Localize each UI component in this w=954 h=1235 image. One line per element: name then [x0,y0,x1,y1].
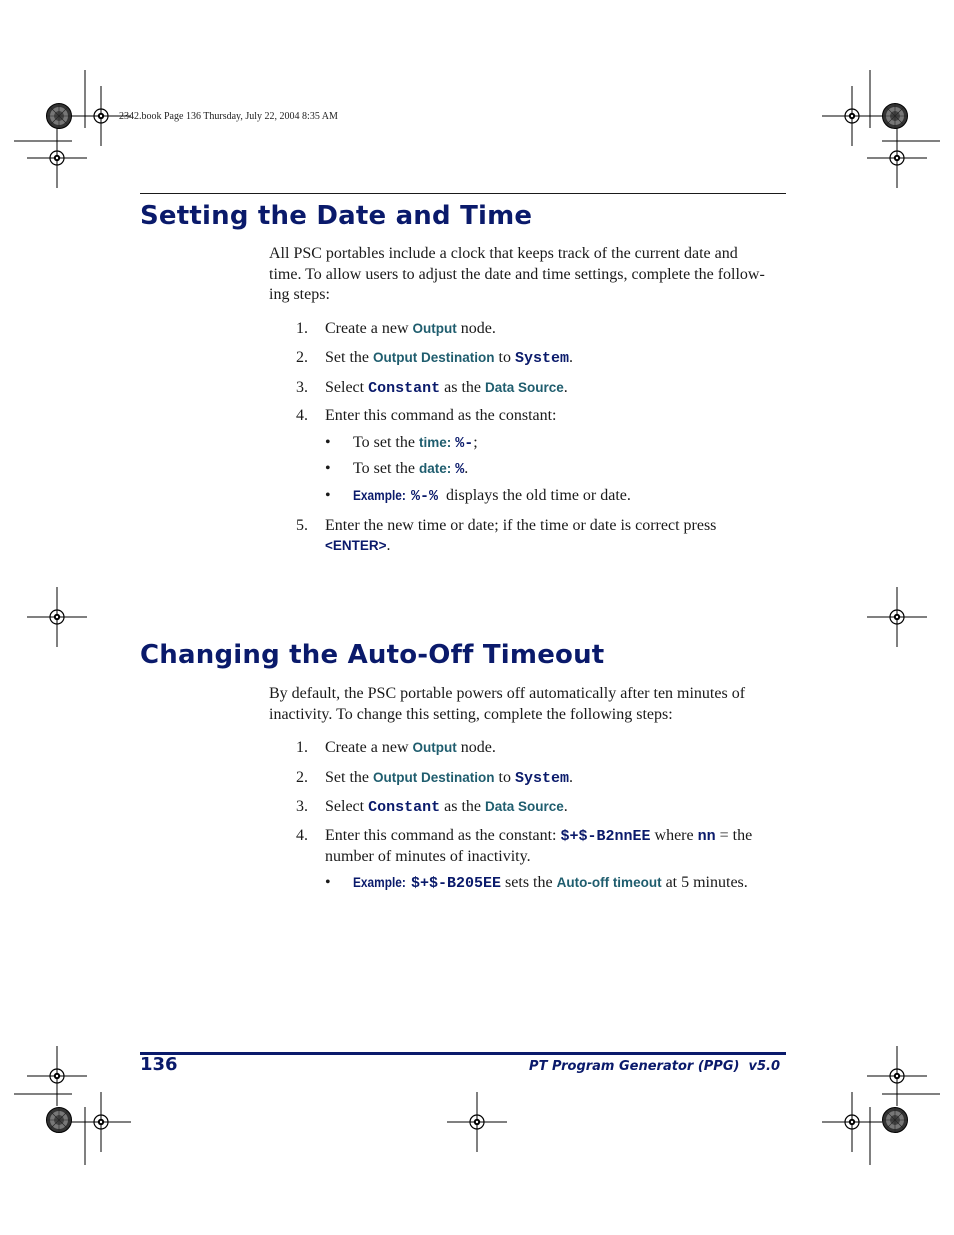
intro-line: inactivity. To change this setting, complete the following steps: [269,705,673,723]
ui-term: Output Destination [373,350,495,365]
page-number: 136 [140,1054,178,1075]
code-term: % [455,461,465,478]
code-term: nn [697,828,716,845]
intro-line: ing steps: [269,286,330,303]
key-term: <ENTER> [325,538,387,553]
top-rule [140,193,786,194]
ui-term: time: [418,435,452,450]
ui-term: Auto-off timeout [556,875,662,890]
ui-term: Output Destination [373,770,495,785]
intro-line: By default, the PSC portable powers off automatically after ten minutes of [269,685,746,702]
code-term: %-% [411,488,439,505]
code-term: Constant [368,799,441,816]
code-term: System [514,770,569,787]
ui-term: Data Source [484,380,564,395]
ui-term: Data Source [484,799,564,814]
ui-term: Output [412,321,457,336]
ui-term: Output [412,740,457,755]
code-term: $+$-B2nnEE [560,828,651,845]
code-term: System [514,350,569,367]
section2-intro [269,684,785,725]
footer-title: PT Program Generator (PPG) v5.0 [529,1059,780,1074]
example-label: Example: [353,875,406,890]
section1-intro [269,244,785,306]
ui-term: date: [418,461,452,476]
footer-rule [140,1052,786,1055]
intro-line: time. To allow users to adjust the date and time settings, complete the follow- [269,265,765,283]
section-heading-date-time: Setting the Date and Time [140,201,533,231]
code-term: Constant [368,380,441,397]
book-info: 2342.book Page 136 Thursday, July 22, 2004 8:35 AM [119,111,338,122]
example-label: Example: [353,488,406,503]
code-term: $+$-B205EE [411,875,502,892]
section-heading-auto-off: Changing the Auto-Off Timeout [140,640,605,670]
code-term: %- [455,435,474,452]
intro-line: All PSC portables include a clock that keeps track of the current date and [269,245,738,262]
